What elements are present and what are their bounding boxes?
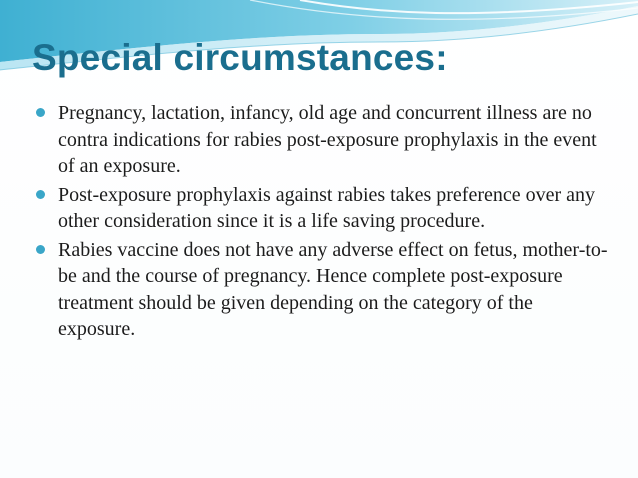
bullet-item <box>36 100 611 180</box>
bullet-item <box>36 237 611 343</box>
bullet-text: Rabies vaccine does not have any adverse effect on fetus, mother-to-be and the course of pregnancy. Hence complete post-exposure treatment should be given depending on the category of the exposure. <box>58 238 608 340</box>
bullet-text: Pregnancy, lactation, infancy, old age and concurrent illness are no contra indications for rabies post-exposure prophylaxis in the event of an exposure. <box>58 102 597 177</box>
bullet-dot-icon <box>36 108 45 117</box>
bullet-item <box>36 182 611 235</box>
bullet-dot-icon <box>36 190 45 199</box>
bullet-list <box>36 100 611 345</box>
bullet-text: Post-exposure prophylaxis against rabies takes preference over any other consideration since it is a life saving procedure. <box>58 183 596 232</box>
bullet-dot-icon <box>36 245 45 254</box>
slide-title: Special circumstances: <box>32 37 448 78</box>
